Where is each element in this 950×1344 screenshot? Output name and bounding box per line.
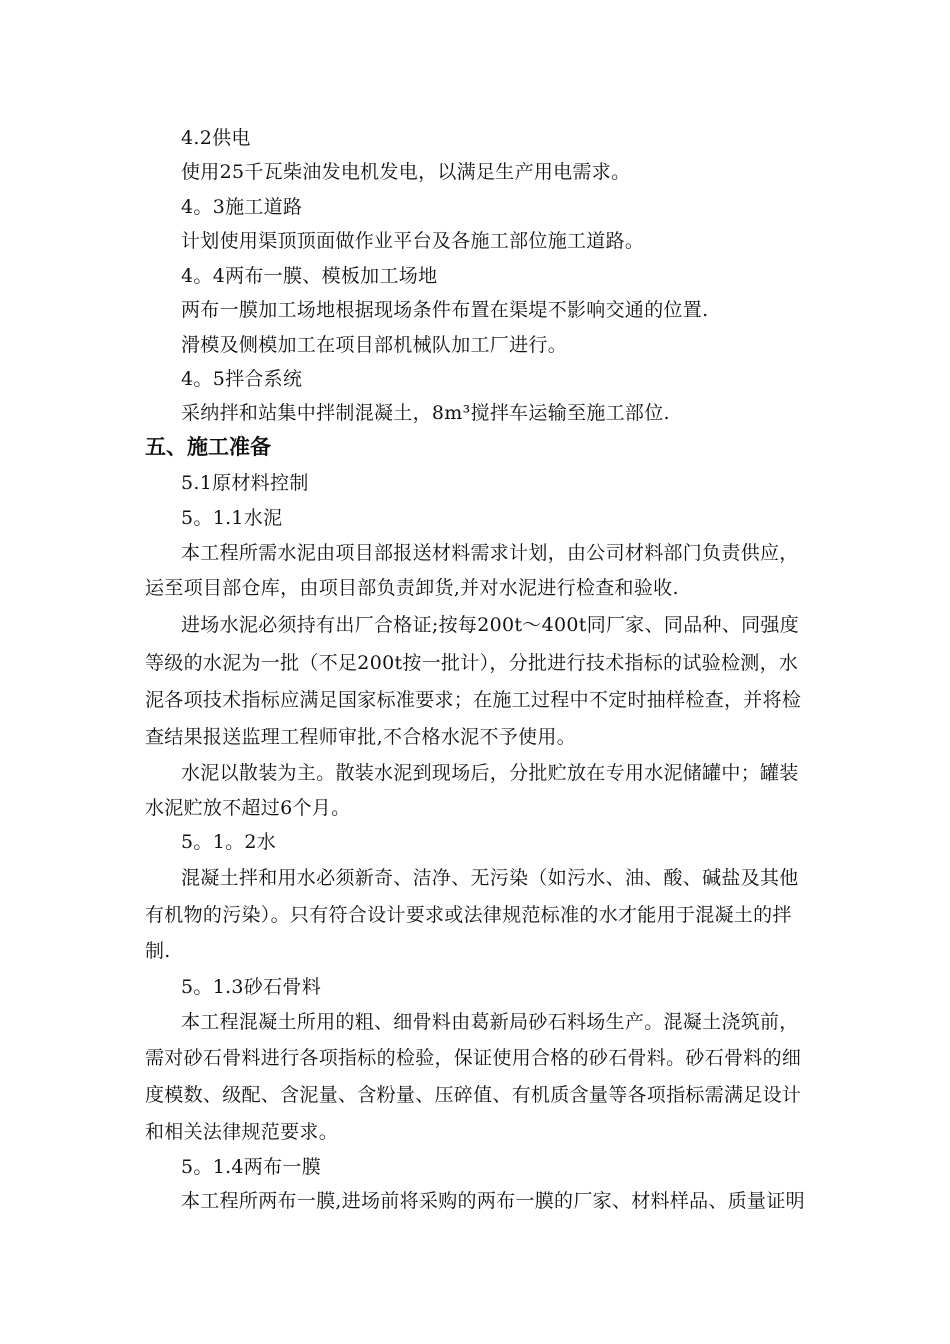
paragraph-line: 水泥贮放不超过6个月。 (145, 797, 351, 819)
section-heading: 五、施工准备 (145, 435, 271, 459)
paragraph-line: 两布一膜加工场地根据现场条件布置在渠堤不影响交通的位置. (181, 299, 709, 321)
paragraph-line: 有机物的污染）。只有符合设计要求或法律规范标准的水才能用于混凝土的拌 (145, 904, 792, 926)
subsection-heading: 5。1.3砂石骨料 (181, 976, 322, 998)
subsection-heading: 5。1.1水泥 (181, 507, 283, 529)
paragraph-line: 和相关法律规范要求。 (145, 1121, 339, 1143)
paragraph-line: 水泥以散装为主。散装水泥到现场后，分批贮放在专用水泥储罐中；罐装 (181, 762, 799, 784)
paragraph-line: 本工程混凝土所用的粗、细骨料由葛新局砂石料场生产。混凝土浇筑前， (181, 1011, 799, 1033)
subsection-heading: 5.1原材料控制 (181, 472, 309, 494)
paragraph-line: 滑模及侧模加工在项目部机械队加工厂进行。 (181, 334, 568, 356)
paragraph-line: 度模数、级配、含泥量、含粉量、压碎值、有机质含量等各项指标需满足设计 (145, 1084, 802, 1106)
subsection-heading: 4.2供电 (181, 127, 251, 149)
paragraph-line: 运至项目部仓库，由项目部负责卸货,并对水泥进行检查和验收. (145, 577, 679, 599)
paragraph-line: 泥各项技术指标应满足国家标准要求；在施工过程中不定时抽样检查，并将检 (145, 689, 802, 711)
paragraph-line: 本工程所两布一膜,进场前将采购的两布一膜的厂家、材料样品、质量证明 (181, 1190, 805, 1212)
subsection-heading: 5。1.4两布一膜 (181, 1156, 322, 1178)
paragraph-line: 等级的水泥为一批（不足200t按一批计），分批进行技术指标的试验检测，水 (145, 652, 799, 674)
paragraph-line: 需对砂石骨料进行各项指标的检验，保证使用合格的砂石骨料。砂石骨料的细 (145, 1047, 802, 1069)
subsection-heading: 5。1。2水 (181, 831, 277, 853)
paragraph-line: 制. (145, 940, 171, 962)
subsection-heading: 4。5拌合系统 (181, 368, 303, 390)
subsection-heading: 4。3施工道路 (181, 196, 303, 218)
paragraph-line: 采纳拌和站集中拌制混凝土，8m³搅拌车运输至施工部位. (181, 402, 670, 424)
paragraph-line: 本工程所需水泥由项目部报送材料需求计划，由公司材料部门负责供应， (181, 542, 799, 564)
paragraph-line: 进场水泥必须持有出厂合格证;按每200t～400t同厂家、同品种、同强度 (181, 614, 800, 636)
paragraph-line: 使用25千瓦柴油发电机发电，以满足生产用电需求。 (181, 161, 631, 183)
paragraph-line: 查结果报送监理工程师审批,不合格水泥不予使用。 (145, 726, 576, 748)
paragraph-line: 混凝土拌和用水必须新奇、洁净、无污染（如污水、油、酸、碱盐及其他 (181, 867, 799, 889)
paragraph-line: 计划使用渠顶顶面做作业平台及各施工部位施工道路。 (181, 230, 645, 252)
subsection-heading: 4。4两布一膜、模板加工场地 (181, 265, 438, 287)
